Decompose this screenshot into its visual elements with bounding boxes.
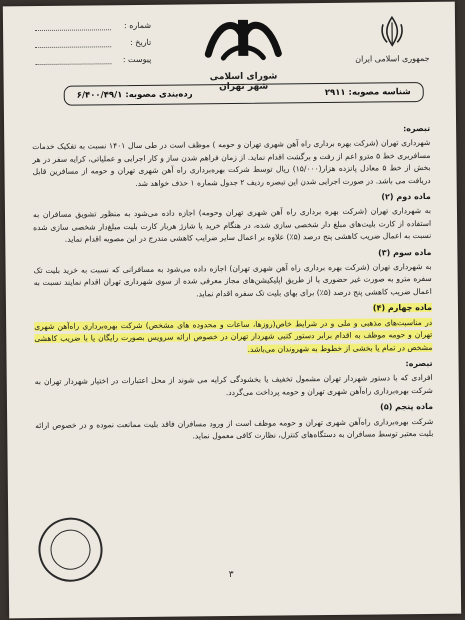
seal-inner-ring: [47, 526, 95, 574]
section-heading: ماده پنجم (۵): [380, 402, 434, 412]
section-article-4: [34, 302, 433, 358]
council-logo: [198, 13, 289, 93]
iran-emblem-icon: [377, 14, 407, 48]
section-text: به شهرداری تهران (شرکت بهره برداری راه آهن شهری تهران وحومه) اجازه داده می‌شود به منظور تشویق مسافران به استفاده از کارت بلیت‌های مبلغ دار شخصی سازی شده، در هنگام خرید یا شارژ هربار کارت بلیت مبلغ‌دار شخصی سازی شده نسبت به اعمال ضریب کاهشی پنج درصد (۵٪) علاوه بر اعمال سایر ضرایب کاهشی مندرج در این مصوبه اقدام نماید.: [32, 206, 432, 244]
council-logo-icon: [198, 13, 289, 66]
reference-date-row: تاریخ :: [31, 38, 151, 48]
section-heading: تبصره:: [403, 123, 431, 134]
page-number: ۳: [228, 569, 234, 581]
section-heading-highlighted: ماده چهارم (۴): [372, 303, 433, 313]
section-text: شهرداری تهران (شرکت بهره برداری راه آهن شهری تهران و حومه ) موظف است در طی سال ۱۴۰۱ نسبت به تفکیک خدمات مسافربری خط ۵ مترو اعم از رفت و برگشت اقدام نماید. از زمان فراهم شدن ساز و کار اجرایی و عملیاتی، کرایه سفر در هر بخش از خط ۵ معادل پانزده هزار(۱۵/۰۰۰) ریال توسط شرکت بهره‌برداری راه آهن شهری تهران و حومه از مسافرین قابل دریافت می باشد. در صورت اجرایی شدن این تبصره ردیف ۲ جدول شماره ۱ حذف خواهد شد.: [32, 138, 431, 188]
section-note-2: [35, 358, 433, 401]
council-seal-stamp: [32, 511, 108, 587]
section-text: به شهرداری تهران (شرکت بهره برداری راه آهن شهری تهران) اجازه داده می‌شود به مسافرانی که نسبت به خرید بلیت تک سفره مترو به صورت غیر حضوری یا از طریق اپلیکیشن‌های مجاز معرفی شده از سوی شهرداری تهران اقدام نمایند نسبت به اعمال ضریب کاهشی پنج درصد (۵٪) برای بهای بلیت تک سفره اقدام نماید.: [33, 261, 432, 299]
section-heading: ماده سوم (۳): [378, 247, 432, 258]
document-page: [3, 2, 461, 619]
section-article-3: [33, 247, 432, 303]
section-text-highlighted: در مناسبت‌های مذهبی و ملی و در شرایط خاص(روزها، ساعات و محدوده های مشخص) شرکت بهره‌برداری راه‌آهن شهری تهران و حومه موظف به اقدام برابر دستور کتبی شهردار تهران در خصوص ارائه سرویس بصورت رایگان یا با ضریب کاهشی مشخص در تمام یا بخشی از خطوط به شهروندان می‌باشد.: [34, 317, 433, 354]
approval-id: شناسه مصوبه: ۲۹۱۱: [324, 87, 411, 99]
country-caption: جمهوری اسلامی ایران: [355, 53, 430, 64]
section-text: افرادی که با دستور شهردار تهران مشمول تخفیف یا بخشودگی کرایه می شوند از محل اعتبارات در اختیار شهردار تهران به شرکت بهره‌برداری راه‌آهن شهری تهران و حومه پرداخت می‌گردد.: [34, 373, 433, 397]
section-article-2: [33, 191, 432, 247]
section-heading: تبصره:: [405, 358, 433, 369]
reference-fields: [31, 21, 152, 73]
section-note-1: [32, 123, 431, 191]
reference-number-row: شماره :: [31, 21, 151, 31]
document-body: [32, 120, 433, 448]
approval-classification: رده‌بندی مصوبه: ۶/۴۰۰/۴۹/۱: [76, 89, 193, 101]
section-heading: ماده دوم (۲): [381, 191, 431, 202]
header-emblem-block: [347, 14, 438, 64]
reference-attachment-row: پیوست :: [31, 55, 151, 65]
section-text: شرکت بهره‌برداری راه‌آهن شهری تهران و حومه موظف است از ورود مسافران فاقد بلیت ممانعت نموده و در خصوص ارائه بلیت معتبر توسط مسافران به دستگاه‌های کنترل، نظارت کافی معمول نماید.: [35, 416, 434, 441]
council-logo-caption: شورای اسلامی شهر تهران: [209, 71, 278, 93]
approval-meta-box: [64, 82, 424, 106]
section-article-5: [35, 401, 433, 444]
